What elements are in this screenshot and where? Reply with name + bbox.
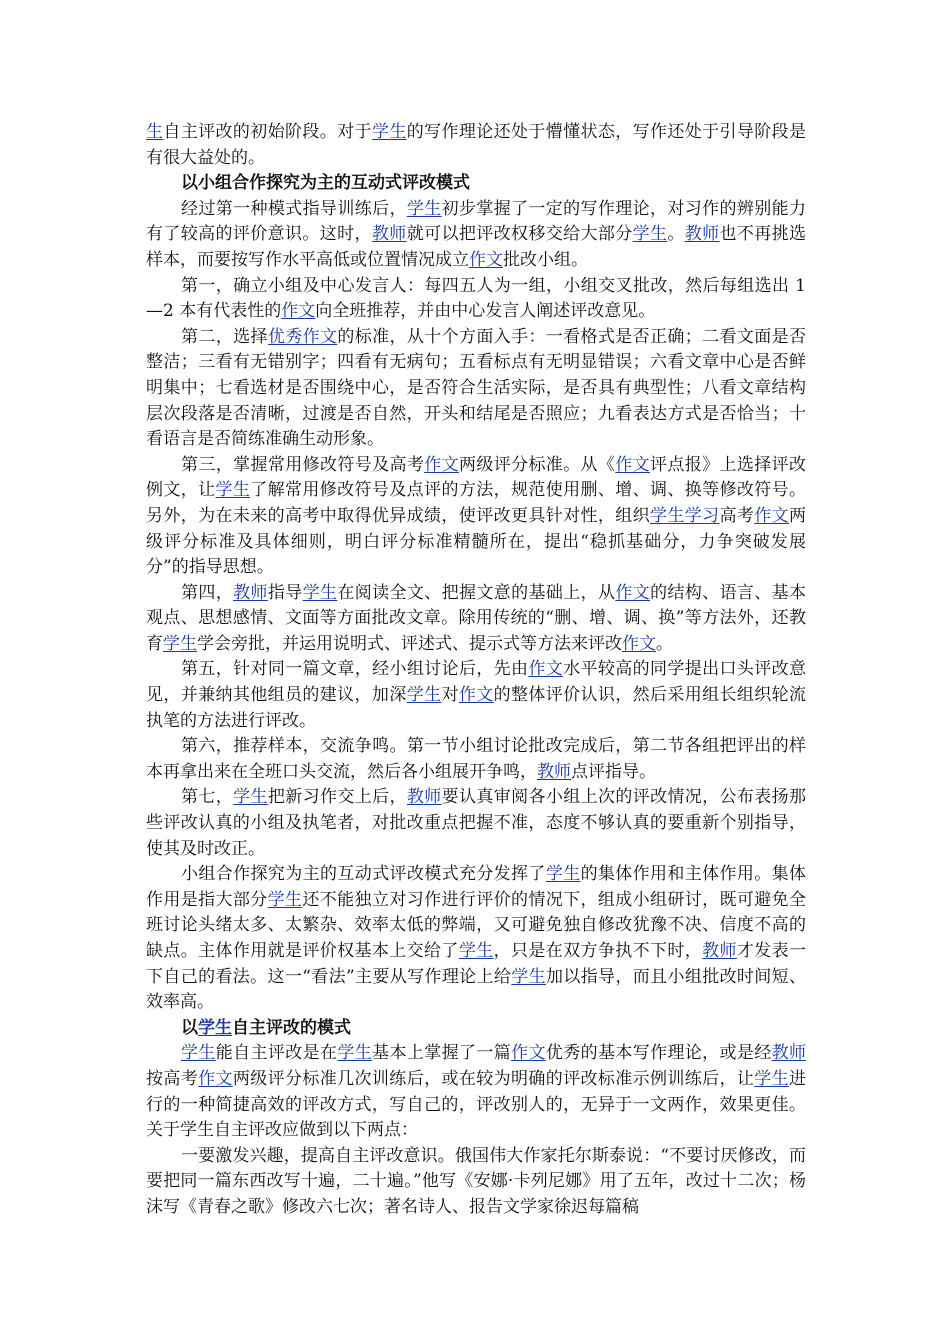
- keyword-link[interactable]: 学生: [233, 787, 268, 808]
- keyword-link[interactable]: 作文: [754, 505, 790, 526]
- keyword-link[interactable]: 作文: [198, 1068, 233, 1089]
- paragraph: [146, 197, 806, 274]
- keyword-link[interactable]: 学生: [267, 889, 303, 910]
- keyword-link[interactable]: 生: [146, 122, 164, 142]
- keyword-link[interactable]: 作文: [511, 1043, 546, 1064]
- keyword-link[interactable]: 作文: [458, 685, 494, 706]
- keyword-link[interactable]: 教师: [702, 941, 737, 961]
- text-run: 能自主评改是在: [215, 1043, 338, 1064]
- text-run: 在阅读全文、把握文意的基础上，从: [337, 582, 616, 603]
- text-run: 的写作理论还处于懵懂状态，写作还处于引导阶段是有很大益处的。: [146, 122, 807, 168]
- keyword-link[interactable]: 学生: [545, 864, 581, 885]
- keyword-link[interactable]: 作文: [615, 582, 651, 603]
- text-run: 第四，: [181, 582, 234, 603]
- paragraph: [146, 657, 806, 734]
- text-run: 第七，: [181, 787, 234, 808]
- keyword-link[interactable]: 教师: [537, 761, 571, 782]
- paragraph: [146, 862, 806, 1016]
- text-run: 要认真审阅各小组上次的评改情况，公布表扬那些评改认真的小组及执笔者，对批改重点把握不准，态度不够认真的要重新个别指导，使其及时改正。: [146, 787, 807, 859]
- text-run: 评点报》上选择评改例文，让: [146, 454, 807, 501]
- text-run: 。: [667, 224, 685, 245]
- keyword-link[interactable]: 学生: [406, 198, 442, 219]
- paragraph: [146, 1144, 806, 1221]
- keyword-link[interactable]: 学生: [754, 1068, 790, 1089]
- text-run: 基本上掌握了一篇: [372, 1043, 512, 1064]
- keyword-link[interactable]: 学生: [371, 122, 407, 142]
- keyword-link[interactable]: 作文: [424, 454, 459, 475]
- paragraph: [146, 785, 806, 862]
- keyword-link[interactable]: 教师: [371, 224, 407, 245]
- text-run: 两级评分标准。从《: [458, 454, 616, 475]
- keyword-link[interactable]: 作文: [281, 301, 316, 322]
- text-run: 了解常用修改符号及点评的方法，规范使用删、增、调、换等修改符号。另外，为在未来的高考中取得优异成绩，使评改更具针对性，组织: [146, 480, 807, 526]
- text-run: 自主评改的初始阶段。对于: [163, 122, 372, 142]
- text-run: 才发表一下自己的看法。这一“看法”主要从写作理论上给: [146, 941, 807, 987]
- paragraph: [146, 120, 806, 171]
- text-run: 也不再挑选样本，而要按写作水平高低或位置情况成立: [146, 224, 807, 270]
- keyword-link[interactable]: 学生: [215, 480, 251, 501]
- keyword-link[interactable]: 作文: [528, 659, 564, 680]
- keyword-link[interactable]: 学生: [181, 1043, 216, 1064]
- text-run: 的集体作用和主体作用。集体作用是指大部分: [146, 864, 807, 910]
- keyword-link[interactable]: 学生: [163, 633, 197, 654]
- text-run: 经过第一种模式指导训练后，: [181, 198, 407, 219]
- keyword-link[interactable]: 教师: [771, 1043, 807, 1064]
- text-run: 点评指导。: [571, 761, 656, 782]
- text-run: 高考: [719, 505, 755, 526]
- keyword-link[interactable]: 学生: [337, 1043, 373, 1064]
- keyword-link[interactable]: 教师: [684, 224, 720, 245]
- keyword-link[interactable]: 学生: [302, 582, 338, 603]
- text-run: 的结构、语言、基本观点、思想感情、文面等方面批改文章。除用传统的“删、增、调、换”等方法外，还教育: [146, 582, 807, 654]
- text-run: 把新习作交上后，: [267, 787, 407, 808]
- text-run: 向全班推荐，并由中心发言人阐述评改意见。: [315, 301, 656, 322]
- keyword-link[interactable]: 教师: [233, 582, 268, 603]
- text-run: 水平较高的同学提出口头评改意见，并兼纳其他组员的建议，加深: [146, 659, 807, 706]
- keyword-link[interactable]: 作文: [469, 249, 503, 270]
- text-run: 的整体评价认识，然后采用组长组织轮流执笔的方法进行评改。: [146, 685, 807, 731]
- text-run: 小组合作探究为主的互动式评改模式充分发挥了: [181, 864, 546, 885]
- keyword-link[interactable]: 学生: [406, 685, 442, 706]
- document-body: [146, 120, 806, 1221]
- text-run: 第一，确立小组及中心发言人：每四五人为一组，小组交叉批改，然后每组选出 1—2 本有代表性的: [146, 275, 806, 322]
- text-run: 第二，选择: [181, 326, 268, 347]
- text-run: 批改小组。: [503, 249, 588, 270]
- keyword-link[interactable]: 优秀作文: [267, 326, 338, 347]
- section-heading: [146, 171, 806, 197]
- text-run: 两级评分标准及具体细则，明白评分标准精髓所在，提出“稳抓基础分，力争突破发展分”的指导思想。: [146, 505, 807, 578]
- text-run: 以小组合作探究为主的互动式评改模式: [181, 173, 470, 194]
- text-run: 初步掌握了一定的写作理论，对习作的辨别能力有了较高的评价意识。这时，: [146, 198, 807, 245]
- keyword-link[interactable]: 学生: [511, 966, 546, 987]
- text-run: 进行的一种简捷高效的评改方式，写自己的，评改别人的，无异于一文两作，效果更佳。关于学生自主评改应做到以下两点：: [146, 1068, 807, 1141]
- keyword-link[interactable]: 作文: [622, 633, 656, 654]
- section-heading: [146, 1016, 806, 1042]
- text-run: 一要激发兴趣，提高自主评改意识。俄国伟大作家托尔斯泰说：“不要讨厌修改，而要把同一篇东西改写十遍，二十遍。”他写《安娜·卡列尼娜》用了五年，改过十二次；杨沫写《青春之歌》修改六七次；著名诗人、报告文学家徐迟每篇稿: [146, 1145, 806, 1217]
- text-run: 第六，推荐样本，交流争鸣。第一节小组讨论批改完成后，第二节各组把评出的样本再拿出来在全班口头交流，然后各小组展开争鸣，: [146, 736, 806, 782]
- text-run: 的标准，从十个方面入手：一看格式是否正确；二看文面是否整洁；三看有无错别字；四看有无病句；五看标点有无明显错误；六看文章中心是否鲜明集中；七看选材是否围绕中心，是否符合生活实际，是否具有典型性；八看文章结构层次段落是否清晰，过渡是否自然，开头和结尾是否照应；九看表达方式是否恰当；十看语言是否简练准确生动形象。: [146, 326, 807, 450]
- text-run: 指导: [267, 582, 303, 603]
- keyword-link[interactable]: 作文: [615, 454, 651, 475]
- keyword-link[interactable]: 学生: [632, 224, 668, 245]
- text-run: 两级评分标准几次训练后，或在较为明确的评改标准示例训练后，让: [232, 1068, 755, 1089]
- paragraph: [146, 325, 806, 453]
- paragraph: [146, 453, 806, 581]
- text-run: ，只是在双方争执不下时，: [493, 941, 703, 961]
- text-run: 学会旁批，并运用说明式、评述式、提示式等方法来评改: [197, 633, 622, 654]
- text-run: 对: [441, 685, 459, 706]
- text-run: 。: [656, 633, 673, 654]
- text-run: 加以指导，而且小组批改时间短、效率高。: [146, 966, 806, 1013]
- keyword-link[interactable]: 学生: [198, 1017, 232, 1038]
- text-run: 第五，针对同一篇文章，经小组讨论后，先由: [181, 659, 529, 680]
- paragraph: [146, 1041, 806, 1143]
- keyword-link[interactable]: 教师: [406, 787, 442, 808]
- keyword-link[interactable]: 学生学习: [649, 505, 720, 526]
- text-run: 自主评改的模式: [232, 1017, 351, 1038]
- paragraph: [146, 581, 806, 658]
- text-run: 以: [181, 1017, 198, 1038]
- text-run: 第三，掌握常用修改符号及高考: [181, 454, 425, 475]
- paragraph: [146, 274, 806, 325]
- text-run: 就可以把评改权移交给大部分: [406, 224, 633, 245]
- text-run: 还不能独立对习作进行评价的情况下，组成小组研讨，既可避免全班讨论头绪太多、太繁杂、效率太低的弊端，又可避免独自修改犹豫不决、信度不高的缺点。主体作用就是评价权基本上交给了: [146, 889, 807, 961]
- text-run: 优秀的基本写作理论，或是经: [545, 1043, 772, 1064]
- paragraph: [146, 734, 806, 785]
- keyword-link[interactable]: 学生: [458, 941, 494, 961]
- text-run: 按高考: [146, 1068, 199, 1089]
